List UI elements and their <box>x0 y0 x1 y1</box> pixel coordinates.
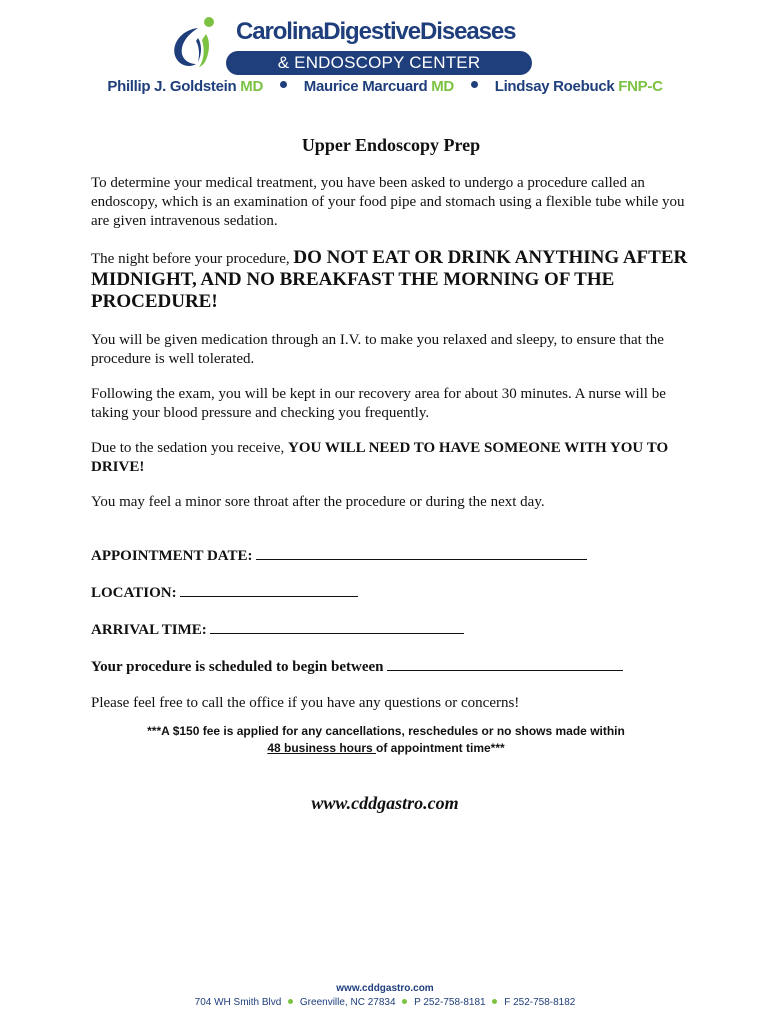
footer-contact <box>0 996 770 1010</box>
footer-fax: F 252-758-8182 <box>504 997 576 1008</box>
footer-phone: P 252-758-8181 <box>414 997 486 1008</box>
contact-paragraph: Please feel free to call the office if you have any questions or concerns! <box>91 695 520 711</box>
cancellation-fee-notice <box>81 723 691 757</box>
stylized-person-icon <box>168 14 224 72</box>
sedation-paragraph <box>91 439 691 477</box>
doctor-credential: FNP-C <box>618 78 663 95</box>
footer-address: 704 WH Smith Blvd <box>194 997 282 1008</box>
intro-paragraph: To determine your medical treatment, you have been asked to undergo a procedure called an endoscopy, which is an examination of your food pipe and stomach using a flexible tube while you are given intravenous sedation. <box>91 175 685 229</box>
doctor-name: Phillip J. Goldstein <box>107 78 237 95</box>
doctor-name: Lindsay Roebuck <box>494 78 615 95</box>
sore-throat-paragraph: You may feel a minor sore throat after the procedure or during the next day. <box>91 494 545 510</box>
fasting-lead: The night before your procedure, <box>91 251 294 267</box>
page-title: Upper Endoscopy Prep <box>301 135 481 155</box>
footer-url[interactable]: www.cddgastro.com <box>336 983 434 994</box>
fee-line-2 <box>81 740 691 757</box>
document-body <box>91 135 691 814</box>
bullet-dot <box>492 999 497 1004</box>
fasting-warning: DO NOT EAT OR DRINK ANYTHING AFTER MIDNIGHT, AND NO BREAKFAST THE MORNING OF THE PROCEDURE! <box>91 247 688 312</box>
letterhead <box>0 0 770 110</box>
brand-name: CarolinaDigestiveDiseases <box>236 18 516 45</box>
arrival-time-blank <box>210 620 464 634</box>
footer-city: Greenville, NC 27834 <box>299 997 396 1008</box>
doctor-name: Maurice Marcuard <box>303 78 428 95</box>
bullet-dot <box>402 999 407 1004</box>
doctor-credential: MD <box>431 78 454 95</box>
procedure-window-label: Your procedure is scheduled to begin between <box>91 659 384 675</box>
driver-warning: YOU WILL NEED TO HAVE SOMEONE WITH YOU TO DRIVE! <box>91 440 669 475</box>
bullet-dot <box>288 999 293 1004</box>
sedation-lead: Due to the sedation you receive, <box>91 440 289 456</box>
arrival-time-label: ARRIVAL TIME: <box>91 622 207 638</box>
doctor-list <box>0 78 770 95</box>
iv-paragraph: You will be given medication through an I.V. to make you relaxed and sleepy, to ensure that the procedure is well tolerated. <box>91 332 664 367</box>
fee-deadline: 48 business hours <box>267 741 377 755</box>
location-blank <box>180 583 358 597</box>
arrival-time-field <box>91 620 691 640</box>
bullet-dot <box>471 81 478 88</box>
procedure-window-blank <box>387 657 623 671</box>
location-label: LOCATION: <box>91 585 177 601</box>
appointment-date-field <box>91 546 691 566</box>
fasting-paragraph <box>91 247 691 313</box>
appointment-date-label: APPOINTMENT DATE: <box>91 548 253 564</box>
footer <box>0 982 770 1010</box>
website-link[interactable]: www.cddgastro.com <box>311 793 459 813</box>
fee-line-2-rest: of appointment time*** <box>376 741 505 755</box>
bullet-dot <box>280 81 287 88</box>
procedure-window-field <box>91 657 691 677</box>
doctor-credential: MD <box>240 78 263 95</box>
recovery-paragraph: Following the exam, you will be kept in our recovery area for about 30 minutes. A nurse will be taking your blood pressure and checking you frequently. <box>91 386 666 421</box>
fee-line-1: ***A $150 fee is applied for any cancellations, reschedules or no shows made within <box>147 724 625 738</box>
appointment-date-blank <box>256 546 587 560</box>
location-field <box>91 583 691 603</box>
brand-subtitle: & ENDOSCOPY CENTER <box>226 51 532 75</box>
